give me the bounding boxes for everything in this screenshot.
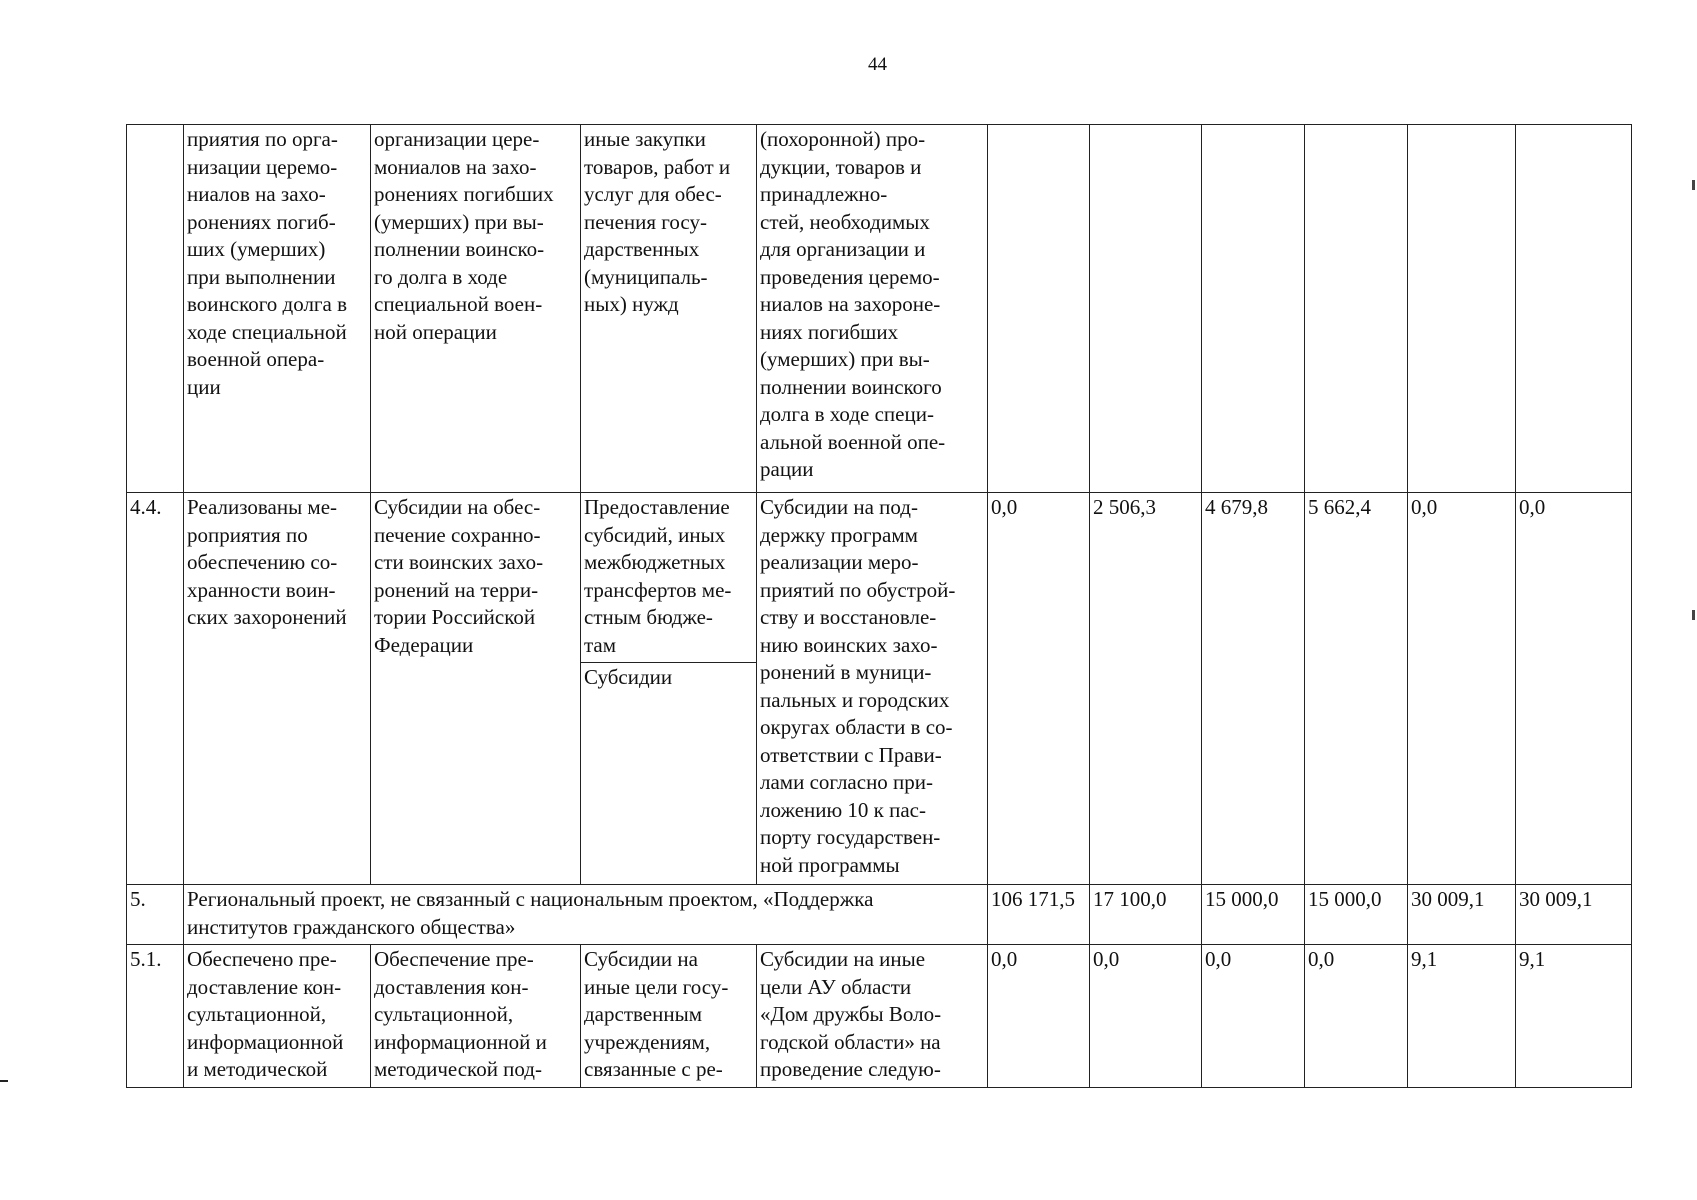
text-line: (муниципаль- [584, 264, 708, 289]
text-line: долга в ходе специ- [760, 402, 934, 426]
text-line: иные цели госу- [584, 974, 729, 999]
text-line: приятия по орга- [187, 127, 338, 151]
measure-cell [371, 125, 581, 493]
row-number-cell: 5.1. [127, 945, 184, 1088]
text-line: сти воинских захо- [374, 550, 544, 574]
text-line: доставление кон- [187, 974, 342, 999]
text-line: проведения церемо- [760, 264, 940, 289]
text-line: (умерших) при вы- [760, 347, 930, 371]
text-line: там [584, 632, 617, 657]
text-line: сультационной, [187, 1002, 327, 1026]
text-line: специальной воен- [374, 292, 543, 316]
value-cell: 2 506,3 [1090, 493, 1202, 885]
result-cell [184, 945, 371, 1088]
table-row [127, 885, 1632, 945]
row-number-cell: 5. [127, 885, 184, 945]
text-line: роприятия по [187, 522, 308, 547]
value-cell: 15 000,0 [1305, 885, 1408, 945]
text-line: нию воинских захо- [760, 632, 938, 657]
text-line: Субсидии на обес- [374, 495, 541, 519]
text-line: трансфертов ме- [584, 577, 732, 602]
text-line: методической под- [374, 1057, 542, 1081]
text-line: товаров, работ и [584, 154, 731, 179]
row-number-cell: 4.4. [127, 493, 184, 885]
text-line: информационной и [374, 1029, 547, 1054]
text-line: полнении воинского [760, 374, 942, 399]
text-line: ложению 10 к пас- [760, 797, 927, 822]
expense-type-cell [581, 663, 757, 885]
text-line: лами согласно при- [760, 770, 934, 794]
text-line: «Дом дружбы Воло- [760, 1002, 942, 1026]
text-line: тории Российской [374, 605, 536, 629]
text-line: альной военной опе- [760, 429, 946, 454]
text-line: учреждениям, [584, 1029, 711, 1054]
text-line: Предоставление [584, 495, 730, 519]
value-cell: 0,0 [988, 493, 1090, 885]
text-line: стным бюдже- [584, 605, 713, 629]
expense-type-cell [581, 493, 757, 663]
text-line: ных) нужд [584, 292, 679, 316]
value-cell: 9,1 [1516, 945, 1632, 1088]
value-cell [1516, 125, 1632, 493]
value-cell [1090, 125, 1202, 493]
scan-edge-mark [0, 1080, 8, 1082]
text-line: институтов гражданского общества» [187, 914, 516, 939]
text-line: печения госу- [584, 209, 707, 234]
text-line: мониалов на захо- [374, 154, 537, 179]
text-line: сультационной, [374, 1002, 514, 1026]
value-cell: 15 000,0 [1202, 885, 1305, 945]
measure-cell [371, 493, 581, 885]
text-line: ших (умерших) [187, 237, 326, 261]
text-line: цели АУ области [760, 974, 912, 999]
row-number-cell [127, 125, 184, 493]
budget-table [126, 124, 1632, 1088]
text-line: приятий по обустрой- [760, 577, 956, 602]
text-line: ниалов на захо- [187, 182, 326, 206]
text-line: (умерших) при вы- [374, 209, 544, 234]
text-line: Реализованы ме- [187, 495, 338, 519]
value-cell: 106 171,5 [988, 885, 1090, 945]
scan-edge-mark [1692, 180, 1695, 190]
text-line: полнении воинско- [374, 237, 545, 261]
text-line: дарственных [584, 237, 700, 261]
text-line: ронений на терри- [374, 577, 539, 602]
value-cell [1408, 125, 1516, 493]
table-row [127, 125, 1632, 493]
text-line: пальных и городских [760, 687, 950, 712]
text-line: го долга в ходе [374, 264, 508, 289]
value-cell [988, 125, 1090, 493]
text-line: держку программ [760, 522, 918, 547]
text-line: (похоронной) про- [760, 127, 926, 151]
expense-type-cell [581, 945, 757, 1088]
value-cell: 0,0 [1408, 493, 1516, 885]
value-cell: 0,0 [988, 945, 1090, 1088]
text-line: ной операции [374, 319, 497, 344]
text-line: иные закупки [584, 127, 706, 151]
text-line: для организации и [760, 237, 926, 261]
text-line: ских захоронений [187, 605, 347, 629]
result-cell [184, 493, 371, 885]
text-line: ниях погибших [760, 319, 899, 344]
text-line: низации церемо- [187, 154, 338, 179]
measure-cell [371, 945, 581, 1088]
result-cell [184, 125, 371, 493]
text-line: ронениях погиб- [187, 209, 336, 234]
value-cell: 30 009,1 [1516, 885, 1632, 945]
table-row [127, 945, 1632, 1088]
text-line: Федерации [374, 632, 474, 657]
text-line: дарственным [584, 1002, 702, 1026]
text-line: ответствии с Прави- [760, 742, 942, 767]
value-cell: 0,0 [1090, 945, 1202, 1088]
project-title-cell [184, 885, 988, 945]
text-line: и методической [187, 1057, 328, 1081]
table-row [127, 493, 1632, 663]
text-line: проведение следую- [760, 1057, 941, 1081]
text-line: Субсидии [584, 665, 673, 689]
text-line: Обеспечение пре- [374, 947, 534, 971]
text-line: годской области» на [760, 1029, 941, 1054]
expense-type-cell [581, 125, 757, 493]
text-line: ниалов на захороне- [760, 292, 941, 316]
text-line: ству и восстановле- [760, 605, 937, 629]
value-cell: 9,1 [1408, 945, 1516, 1088]
text-line: ной программы [760, 852, 900, 877]
text-line: Субсидии на иные [760, 947, 926, 971]
text-line: информационной [187, 1029, 344, 1054]
text-line: доставления кон- [374, 974, 529, 999]
purpose-cell [757, 493, 988, 885]
text-line: дукции, товаров и [760, 154, 922, 179]
text-line: порту государствен- [760, 825, 941, 849]
text-line: воинского долга в [187, 292, 348, 316]
value-cell [1305, 125, 1408, 493]
text-line: печение сохранно- [374, 522, 541, 547]
purpose-cell [757, 125, 988, 493]
text-line: услуг для обес- [584, 182, 722, 206]
page-number: 44 [868, 54, 887, 75]
value-cell: 0,0 [1305, 945, 1408, 1088]
text-line: Субсидии на [584, 947, 698, 971]
text-line: реализации меро- [760, 550, 919, 574]
text-line: военной опера- [187, 347, 325, 371]
text-line: рации [760, 457, 814, 481]
text-line: хранности воин- [187, 577, 336, 602]
value-cell: 0,0 [1516, 493, 1632, 885]
value-cell: 17 100,0 [1090, 885, 1202, 945]
text-line: связанные с ре- [584, 1057, 723, 1081]
text-line: стей, необходимых [760, 209, 930, 234]
value-cell: 5 662,4 [1305, 493, 1408, 885]
text-line: ронениях погибших [374, 182, 554, 206]
purpose-cell [757, 945, 988, 1088]
value-cell [1202, 125, 1305, 493]
text-line: принадлежно- [760, 182, 888, 206]
value-cell: 30 009,1 [1408, 885, 1516, 945]
value-cell: 4 679,8 [1202, 493, 1305, 885]
text-line: ходе специальной [187, 319, 347, 344]
text-line: ции [187, 374, 221, 399]
text-line: Обеспечено пре- [187, 947, 337, 971]
text-line: обеспечению со- [187, 550, 338, 574]
text-line: при выполнении [187, 264, 336, 289]
text-line: округах области в со- [760, 715, 953, 739]
text-line: Региональный проект, не связанный с национальным проектом, «Поддержка [187, 887, 874, 911]
text-line: ронений в муници- [760, 660, 932, 684]
text-line: межбюджетных [584, 550, 726, 574]
text-line: субсидий, иных [584, 522, 726, 547]
scan-edge-mark [1692, 610, 1695, 620]
value-cell: 0,0 [1202, 945, 1305, 1088]
text-line: Субсидии на под- [760, 495, 918, 519]
text-line: организации цере- [374, 127, 540, 151]
